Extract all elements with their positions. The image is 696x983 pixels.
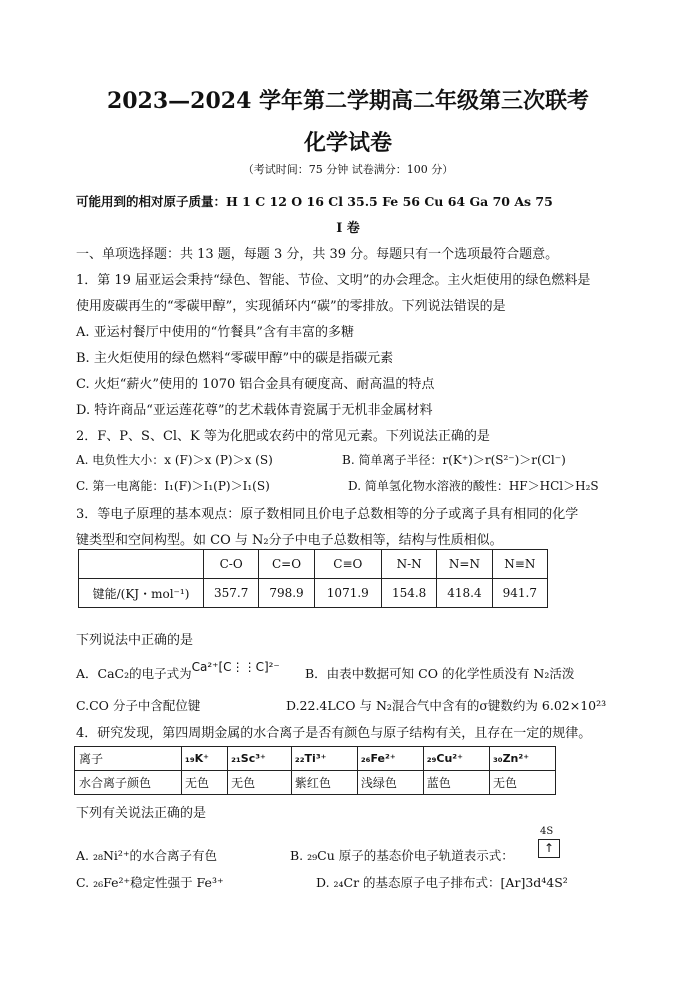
q1-option-d: D. 特许商品“亚运莲花尊”的艺术载体青瓷属于无机非金属材料 bbox=[76, 403, 433, 418]
color-cell: 无色 bbox=[182, 771, 228, 795]
bond-header-row bbox=[79, 550, 548, 579]
ion-color-table bbox=[74, 746, 556, 795]
exam-info: （考试时间：75 分钟 试卷满分：100 分） bbox=[242, 163, 454, 176]
color-cell: 蓝色 bbox=[423, 771, 489, 795]
ion-cell: ₂₉Cu²⁺ bbox=[423, 747, 489, 771]
color-cell: 紫红色 bbox=[291, 771, 357, 795]
q2-option-a: A. 电负性大小：x (F)＞x (P)＞x (S) bbox=[76, 453, 273, 467]
volume-label: I 卷 bbox=[336, 221, 360, 236]
color-label: 水合离子颜色 bbox=[75, 771, 182, 795]
bond-energy-value: 418.4 bbox=[437, 579, 492, 608]
q1-stem-line1: 1．第 19 届亚运会秉持“绿色、智能、节俭、文明”的办会理念。主火炬使用的绿色燃料是 bbox=[76, 273, 591, 288]
q4-stem: 4．研究发现，第四周期金属的水合离子是否有颜色与原子结构有关，且存在一定的规律。 bbox=[76, 726, 592, 741]
q3-stem-line2: 键类型和空间构型。如 CO 与 N₂分子中电子总数相等，结构与性质相似。 bbox=[76, 533, 503, 548]
q2-option-c: C. 第一电离能：I₁(F)＞I₁(P)＞I₁(S) bbox=[76, 479, 270, 493]
bond-header-cell: N=N bbox=[437, 550, 492, 579]
ion-row bbox=[75, 747, 556, 771]
q4-prompt: 下列有关说法正确的是 bbox=[76, 806, 207, 821]
bond-energy-value: 154.8 bbox=[381, 579, 436, 608]
bond-header-cell: N-N bbox=[381, 550, 436, 579]
q4-option-b: B. ₂₉Cu 原子的基态价电子轨道表示式： bbox=[290, 848, 514, 863]
subject-title: 化学试卷 bbox=[303, 130, 392, 156]
q2-option-b: B. 简单离子半径：r(K⁺)＞r(S²⁻)＞r(Cl⁻) bbox=[342, 453, 566, 467]
exam-title: 2023—2024 学年第二学期高二年级第三次联考 bbox=[106, 88, 590, 114]
color-row bbox=[75, 771, 556, 795]
bond-energy-value: 798.9 bbox=[259, 579, 314, 608]
atomic-masses: 可能用到的相对原子质量：H 1 C 12 O 16 Cl 35.5 Fe 56 Cu 64 Ga 70 As 75 bbox=[76, 194, 553, 209]
bond-energy-value: 1071.9 bbox=[314, 579, 381, 608]
q1-stem-line2: 使用废碳再生的“零碳甲醇”，实现循环内“碳”的零排放。下列说法错误的是 bbox=[76, 299, 506, 314]
q4-option-a: A. ₂₈Ni²⁺的水合离子有色 bbox=[76, 848, 218, 863]
bond-energy-value: 357.7 bbox=[204, 579, 259, 608]
bond-header-cell: C=O bbox=[259, 550, 314, 579]
q3-option-a-text: A．CaC₂的电子式为 bbox=[76, 666, 192, 681]
q4-option-c: C. ₂₆Fe²⁺稳定性强于 Fe³⁺ bbox=[76, 875, 224, 890]
q3-stem-line1: 3．等电子原理的基本观点：原子数相同且价电子总数相等的分子或离子具有相同的化学 bbox=[76, 507, 579, 522]
ion-cell: ₃₀Zn²⁺ bbox=[489, 747, 555, 771]
orbital-label: 4S bbox=[540, 826, 554, 837]
ion-cell: ₂₂Ti³⁺ bbox=[291, 747, 357, 771]
bond-energy-row bbox=[79, 579, 548, 608]
ion-cell: ₂₆Fe²⁺ bbox=[357, 747, 423, 771]
bond-energy-value: 941.7 bbox=[492, 579, 547, 608]
q2-stem: 2．F、P、S、Cl、K 等为化肥或农药中的常见元素。下列说法正确的是 bbox=[76, 429, 490, 444]
q4-option-d: D. ₂₄Cr 的基态原子电子排布式：[Ar]3d⁴4S² bbox=[316, 875, 568, 890]
q1-option-b: B. 主火炬使用的绿色燃料“零碳甲醇”中的碳是指碳元素 bbox=[76, 351, 394, 366]
bond-header-cell: C-O bbox=[204, 550, 259, 579]
cac2-electron-formula: Ca²⁺[C⋮⋮C]²⁻ bbox=[191, 660, 280, 674]
q3-option-d: D.22.4LCO 与 N₂混合气中含有的σ键数约为 6.02×10²³ bbox=[286, 698, 607, 713]
q1-option-a: A. 亚运村餐厅中使用的“竹餐具”含有丰富的多糖 bbox=[76, 325, 354, 340]
q3-option-c: C.CO 分子中含配位键 bbox=[76, 698, 201, 713]
q1-option-c: C. 火炬“薪火”使用的 1070 铝合金具有硬度高、耐高温的特点 bbox=[76, 377, 435, 392]
bond-header-cell bbox=[79, 550, 204, 579]
bond-energy-table bbox=[78, 549, 548, 608]
bond-energy-label: 键能/(KJ・mol⁻¹) bbox=[79, 579, 204, 608]
color-cell: 浅绿色 bbox=[357, 771, 423, 795]
ion-cell: ₁₉K⁺ bbox=[182, 747, 228, 771]
q2-option-d: D. 简单氢化物水溶液的酸性：HF＞HCl＞H₂S bbox=[348, 479, 599, 493]
color-cell: 无色 bbox=[228, 771, 292, 795]
bond-header-cell: N≡N bbox=[492, 550, 547, 579]
color-cell: 无色 bbox=[489, 771, 555, 795]
section-heading: 一、单项选择题：共 13 题，每题 3 分，共 39 分。每题只有一个选项最符合题意。 bbox=[76, 247, 559, 262]
orbital-box bbox=[538, 838, 560, 858]
q3-prompt: 下列说法中正确的是 bbox=[76, 633, 194, 648]
ion-cell: ₂₁Sc³⁺ bbox=[228, 747, 292, 771]
bond-header-cell: C≡O bbox=[314, 550, 381, 579]
q3-option-a bbox=[76, 660, 280, 682]
ion-label: 离子 bbox=[75, 747, 182, 771]
up-arrow-icon: ↑ bbox=[538, 839, 560, 858]
q3-option-b: B．由表中数据可知 CO 的化学性质没有 N₂活泼 bbox=[305, 666, 575, 681]
